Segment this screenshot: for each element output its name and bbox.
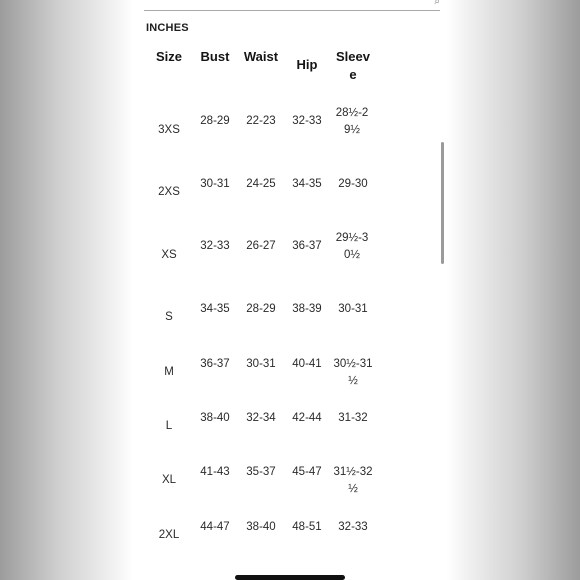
table-row-waist: 24-25 bbox=[246, 178, 276, 190]
table-row-waist: 22-23 bbox=[246, 115, 276, 127]
search-bar-edge[interactable] bbox=[144, 0, 440, 11]
table-row-size: S bbox=[165, 311, 173, 323]
size-chart-panel bbox=[136, 0, 446, 580]
units-heading: INCHES bbox=[146, 22, 189, 34]
table-row-waist: 32-34 bbox=[246, 412, 276, 424]
table-row-sleeve: 30½-31½ bbox=[333, 358, 373, 387]
table-row-hip: 42-44 bbox=[292, 412, 322, 424]
table-row-hip: 36-37 bbox=[292, 240, 322, 252]
table-row-size: 2XL bbox=[158, 529, 180, 541]
table-row-bust: 28-29 bbox=[200, 115, 230, 127]
table-row-hip: 45-47 bbox=[292, 466, 322, 478]
table-row-size: L bbox=[165, 420, 173, 432]
table-row-size: M bbox=[164, 366, 174, 378]
table-row-bust: 34-35 bbox=[200, 303, 230, 315]
table-row-bust: 36-37 bbox=[200, 358, 230, 370]
table-row-size: 3XS bbox=[158, 124, 180, 136]
vertical-scrollbar[interactable] bbox=[441, 142, 444, 264]
table-row-hip: 38-39 bbox=[292, 303, 322, 315]
table-row-bust: 44-47 bbox=[200, 521, 230, 533]
table-row-waist: 30-31 bbox=[246, 358, 276, 370]
table-row-hip: 48-51 bbox=[292, 521, 322, 533]
table-row-sleeve: 28½-29½ bbox=[335, 107, 369, 136]
table-row-hip: 40-41 bbox=[292, 358, 322, 370]
table-row-hip: 34-35 bbox=[292, 178, 322, 190]
column-header-sleeve: Sleeve bbox=[336, 49, 370, 82]
table-row-hip: 32-33 bbox=[292, 115, 322, 127]
table-row-sleeve: 29½-30½ bbox=[335, 232, 369, 261]
table-row-size: 2XS bbox=[158, 186, 180, 198]
table-row-bust: 41-43 bbox=[200, 466, 230, 478]
table-row-bust: 38-40 bbox=[200, 412, 230, 424]
column-header-size: Size bbox=[155, 49, 182, 64]
table-row-bust: 32-33 bbox=[200, 240, 230, 252]
table-row-waist: 35-37 bbox=[246, 466, 276, 478]
table-row-size: XL bbox=[161, 474, 177, 486]
home-indicator[interactable] bbox=[235, 575, 345, 580]
table-row-sleeve: 30-31 bbox=[338, 303, 368, 315]
table-row-sleeve: 29-30 bbox=[338, 178, 368, 190]
search-icon[interactable]: ⌕ bbox=[434, 0, 440, 7]
column-header-hip: Hip bbox=[296, 57, 318, 72]
table-row-sleeve: 31½-32½ bbox=[333, 466, 373, 495]
table-row-size: XS bbox=[161, 249, 177, 261]
column-header-bust: Bust bbox=[200, 49, 230, 64]
column-header-waist: Waist bbox=[243, 49, 279, 64]
table-row-sleeve: 31-32 bbox=[338, 412, 368, 424]
table-row-waist: 38-40 bbox=[246, 521, 276, 533]
table-row-waist: 28-29 bbox=[246, 303, 276, 315]
table-row-waist: 26-27 bbox=[246, 240, 276, 252]
table-row-sleeve: 32-33 bbox=[338, 521, 368, 533]
table-row-bust: 30-31 bbox=[200, 178, 230, 190]
